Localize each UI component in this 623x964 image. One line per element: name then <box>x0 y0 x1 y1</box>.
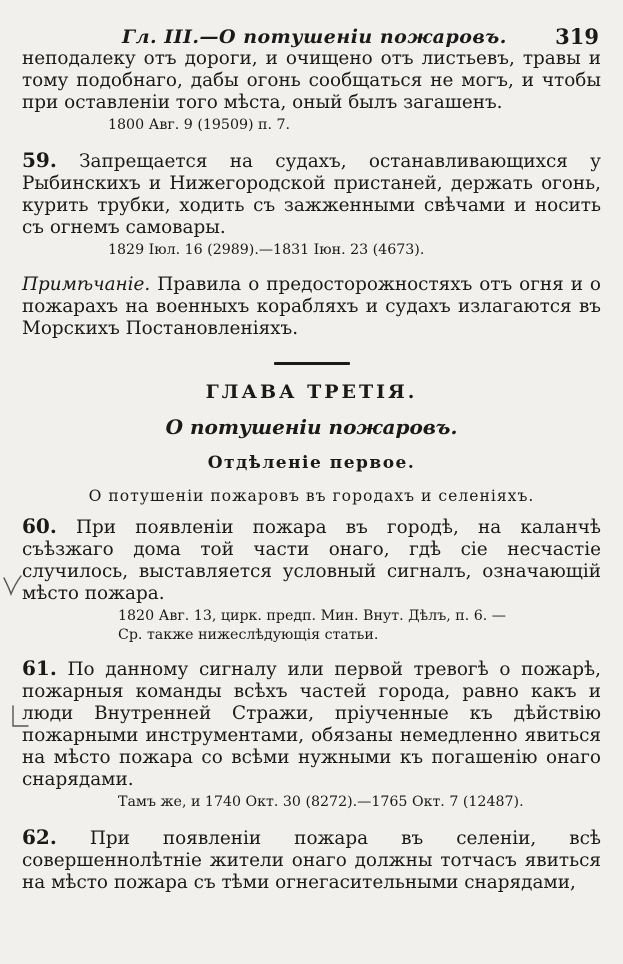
running-title: Гл. III.—О потушенiи пожаровъ. <box>122 26 507 48</box>
reference-line: 1800 Авг. 9 (19509) п. 7. <box>108 117 291 133</box>
article-60 <box>22 515 601 605</box>
section-heading: Отдѣленiе первое. <box>207 453 416 473</box>
reference-line: 1829 Iюл. 16 (2989).—1831 Iюн. 23 (4673). <box>108 242 425 258</box>
note-label: Примѣчанiе. <box>22 274 151 295</box>
continued-paragraph: неподалеку отъ дороги, и очищено отъ листьевъ, травы и тому подобнаго, дабы огонь сообщаться не могъ, и чтобы при оставленiи того мѣста, оный былъ загашенъ. <box>22 48 601 113</box>
article-text: При появленiи пожара въ городѣ, на каланчѣ съѣзжаго дома той части онаго, гдѣ сiе несчастiе случилось, выставляется условный сигналъ, означающiй мѣсто пожара. <box>22 517 601 604</box>
article-59 <box>22 149 601 239</box>
reference-line: 1820 Авг. 13, цирк. предп. Мин. Внут. Дѣлъ, п. 6. — <box>118 608 506 624</box>
article-62 <box>22 826 601 894</box>
article-text: По данному сигналу или первой тревогѣ о пожарѣ, пожарныя команды всѣхъ частей города, равно какъ и люди Внутренней Стражи, прiученные къ дѣйствiю пожарными инструментами, обязаны немедленно явиться на мѣсто пожара со всѣми нужными къ погашенiю онаго снарядами. <box>22 659 601 790</box>
article-61 <box>22 657 601 791</box>
reference-line: Тамъ же, и 1740 Окт. 30 (8272).—1765 Окт. 7 (12487). <box>118 794 524 810</box>
running-header <box>22 14 601 48</box>
reference-line: Ср. также нижеслѣдующiя статьи. <box>118 627 379 643</box>
pencil-mark-icon <box>2 574 22 596</box>
article-text: При появленiи пожара въ селенiи, всѣ совершеннолѣтнiе жители онаго должны тотчасъ явиться на мѣсто пожара съ тѣми огнегасительными снарядами, <box>22 828 601 893</box>
page-number: 319 <box>555 24 599 49</box>
note-text: Правила о предосторожностяхъ отъ огня и о пожарахъ на военныхъ корабляхъ и судахъ излагаются въ Морскихъ Постановленiяхъ. <box>22 274 601 339</box>
note-paragraph <box>22 274 601 340</box>
article-number: 59. <box>22 148 57 172</box>
article-number: 62. <box>22 825 57 849</box>
article-number: 60. <box>22 514 57 538</box>
pencil-bracket-icon <box>8 704 30 730</box>
chapter-subheading: О потушенiи пожаровъ. <box>165 415 458 439</box>
section-subheading: О потушенiи пожаровъ въ городахъ и селенiяхъ. <box>88 487 535 505</box>
article-number: 61. <box>22 656 57 680</box>
page-body <box>22 48 601 894</box>
article-text: Запрещается на судахъ, останавливающихся у Рыбинскихъ и Нижегородской пристаней, держать огонь, курить трубки, ходить съ зажженными свѣчами и носить съ огнемъ самовары. <box>22 151 601 238</box>
section-divider <box>274 362 350 365</box>
chapter-heading: ГЛАВА ТРЕТIЯ. <box>205 381 418 403</box>
